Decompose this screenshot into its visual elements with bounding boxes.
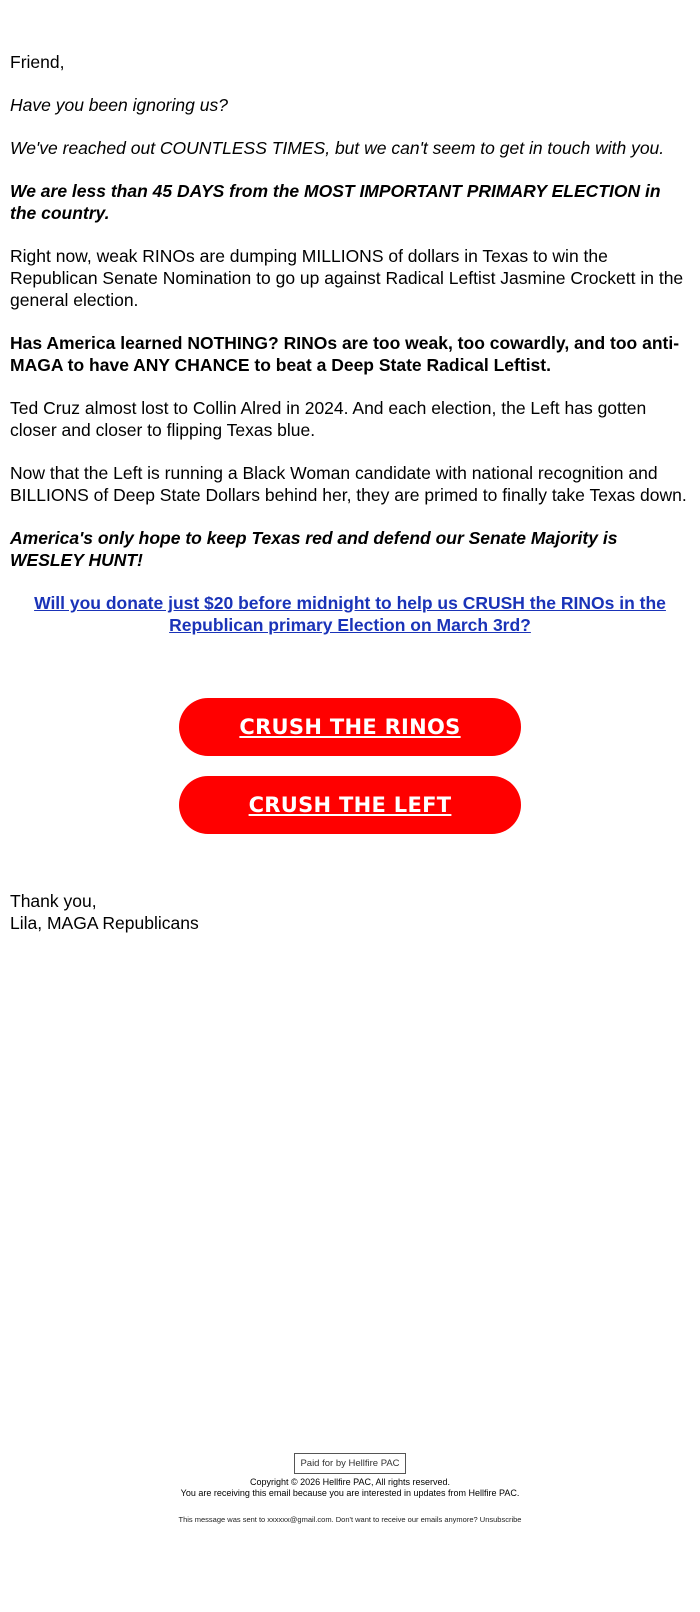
ted-cruz-paragraph: Ted Cruz almost lost to Collin Alred in 2024. And each election, the Left has gotten closer and closer to flipping Texas blue. <box>10 398 647 440</box>
crush-the-rinos-button[interactable]: CRUSH THE RINOS <box>179 698 521 756</box>
receiving-reason-text: You are receiving this email because you are interested in updates from Hellfire PAC. <box>180 1488 520 1498</box>
copyright-text: Copyright © 2026 Hellfire PAC, All rights reserved. <box>249 1477 451 1487</box>
intro-question: Have you been ignoring us? <box>10 95 228 115</box>
email-footer <box>0 1453 700 1525</box>
unsubscribe-link[interactable]: Unsubscribe <box>479 1515 522 1524</box>
signoff-signature: Lila, MAGA Republicans <box>10 913 199 933</box>
greeting: Friend, <box>10 52 65 72</box>
left-candidate-paragraph: Now that the Left is running a Black Woman candidate with national recognition and BILLIONS of Deep State Dollars behind her, they are primed to finally take Texas down. <box>10 463 687 505</box>
signoff-thanks: Thank you, <box>10 891 97 911</box>
rinos-paragraph: Right now, weak RINOs are dumping MILLIONS of dollars in Texas to win the Republican Senate Nomination to go up against Radical Leftist Jasmine Crockett in the general election. <box>10 246 684 310</box>
crush-the-left-button[interactable]: CRUSH THE LEFT <box>179 776 521 834</box>
email-body <box>10 51 690 636</box>
cta-buttons <box>0 698 700 854</box>
signoff <box>10 890 199 934</box>
paid-for-disclaimer: Paid for by Hellfire PAC <box>294 1453 405 1474</box>
america-learned-paragraph: Has America learned NOTHING? RINOs are too weak, too cowardly, and too anti-MAGA to have ANY CHANCE to beat a Deep State Radical Leftist. <box>10 333 680 375</box>
sent-to-text: This message was sent to xxxxxx@gmail.com. Don't want to receive our emails anymore? <box>178 1515 478 1524</box>
wesley-hunt-paragraph: America's only hope to keep Texas red and defend our Senate Majority is WESLEY HUNT! <box>10 528 618 570</box>
sent-to-line <box>0 1515 700 1525</box>
reached-out-paragraph: We've reached out COUNTLESS TIMES, but we can't seem to get in touch with you. <box>10 138 665 158</box>
days-countdown-paragraph: We are less than 45 DAYS from the MOST IMPORTANT PRIMARY ELECTION in the country. <box>10 181 661 223</box>
donate-link[interactable]: Will you donate just $20 before midnight to help us CRUSH the RINOs in the Republican primary Election on March 3rd? <box>34 593 666 635</box>
